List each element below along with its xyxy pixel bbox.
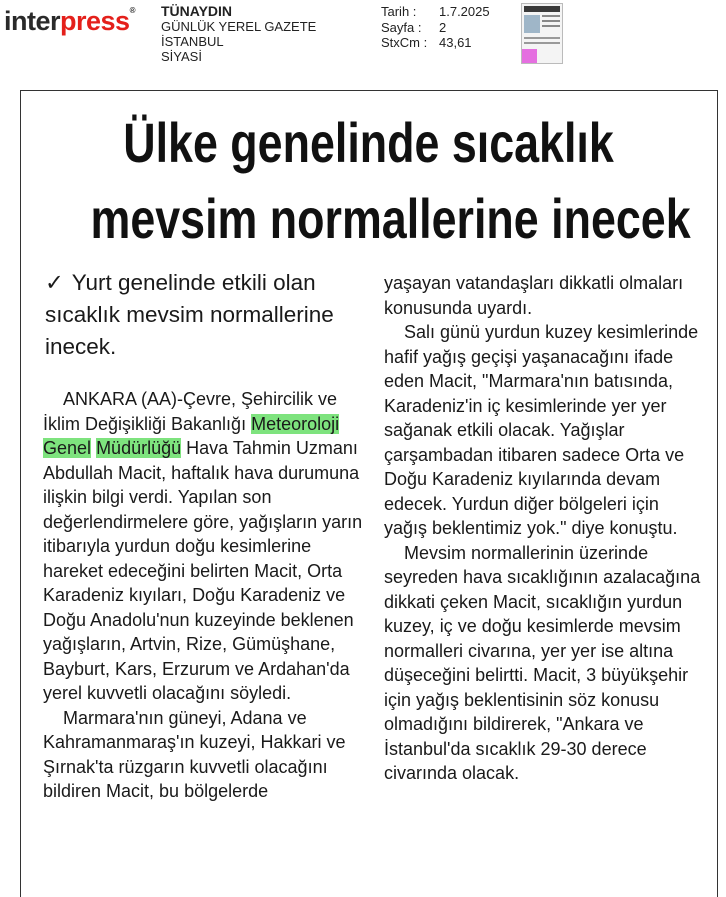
publication-city: İSTANBUL xyxy=(161,34,224,49)
meta-value: 43,61 xyxy=(439,35,472,50)
publication-name: TÜNAYDIN xyxy=(161,3,233,19)
body-text: ANKARA (AA)-Çevre, Şehircilik ve İklim Değişikliği Bakanlığı xyxy=(43,389,338,434)
article-column-2 xyxy=(384,271,706,786)
publication-category: SİYASİ xyxy=(161,49,202,64)
thumbnail-photo xyxy=(524,15,540,33)
thumbnail-line xyxy=(542,15,560,17)
article-spot xyxy=(45,267,363,363)
body-paragraph: Marmara'nın güneyi, Adana ve Kahramanmaraş'ın kuzeyi, Hakkari ve Şırnak'ta rüzgarın kuvvetli olacağını bildiren Macit, bu bölgelerde xyxy=(43,707,346,801)
body-paragraph xyxy=(43,387,365,706)
logo-text-inter: inter xyxy=(4,6,61,36)
article-clipping xyxy=(20,90,718,897)
thumbnail-line xyxy=(524,42,560,44)
page-thumbnail[interactable] xyxy=(521,3,563,64)
headline-line-2: mevsim normallerine inecek xyxy=(90,187,691,250)
highlighted-term: Meteoroloji xyxy=(251,413,340,434)
thumbnail-article-marker xyxy=(522,49,537,63)
thumbnail-line xyxy=(542,20,560,22)
clipping-meta xyxy=(381,4,490,51)
interpress-logo xyxy=(4,6,135,37)
highlighted-term: Müdürlüğü xyxy=(96,438,182,458)
meta-row-stxcm xyxy=(381,35,490,51)
thumbnail-masthead xyxy=(524,6,560,12)
spot-text: Yurt genelinde etkili olan sıcaklık mevsim normallerine inecek. xyxy=(45,270,334,359)
body-text: Hava Tahmin Uzmanı Abdullah Macit, haftalık hava durumuna ilişkin bilgi verdi. Yapılan son değerlendirmelere göre, yağışların yarın itibarıyla yurdun doğu kesimlerine hareket edeceğini belirten Macit, Orta Karadeniz kıyıları, Doğu Karadeniz ve Doğu Anadolu'nun kuzeyinde beklenen yağışların, Artvin, Rize, Gümüşhane, Bayburt, Kars, Erzurum ve Ardahan'da yerel kuvvetli olacağını söyledi. xyxy=(43,438,363,703)
publication-info xyxy=(161,4,316,64)
logo-registered-mark: ® xyxy=(129,6,135,15)
body-paragraph: Salı günü yurdun kuzey kesimlerinde hafif yağış geçişi yaşanacağını ifade eden Macit, "Marmara'nın batısında, Karadeniz'in iç kesimlerinde yer yer sağanak etkili olacak. Yağışlar çarşambadan itibaren sadece Orta ve Doğu Karadeniz kıyılarında devam edecek. Yurdun diğer bölgeleri için yağış beklentimiz yok." diye konuştu. xyxy=(384,322,699,538)
body-paragraph: yaşayan vatandaşları dikkatli olmaları konusunda uyardı. xyxy=(384,273,684,318)
body-paragraph: Mevsim normallerinin üzerinde seyreden hava sıcaklığının azalacağına dikkati çeken Macit, sıcaklığın yurdun kuzey, iç ve doğu kesimlerde mevsim normalleri civarına, yer yer ise altına düşeceğini belirtti. Macit, 3 büyükşehir için yağış beklentisinin söz konusu olmadığını bildirerek, "Ankara ve İstanbul'da sıcaklık 29-30 derece civarında olacak. xyxy=(384,542,701,783)
meta-row-date xyxy=(381,4,490,20)
meta-key: StxCm : xyxy=(381,35,428,50)
check-icon: ✓ xyxy=(45,270,64,295)
thumbnail-line xyxy=(524,37,560,39)
publication-type: GÜNLÜK YEREL GAZETE xyxy=(161,19,317,34)
highlighted-term: Genel xyxy=(43,438,92,458)
clipping-header xyxy=(0,0,726,80)
headline-line-1: Ülke genelinde sıcaklık xyxy=(123,111,614,174)
meta-value: 1.7.2025 xyxy=(439,4,490,19)
article-column-1 xyxy=(43,387,365,804)
meta-row-page xyxy=(381,20,490,36)
article-headline xyxy=(90,105,691,257)
meta-value: 2 xyxy=(439,19,447,35)
thumbnail-line xyxy=(542,25,560,27)
meta-key: Sayfa : xyxy=(381,19,422,35)
logo-text-press: press xyxy=(60,6,130,36)
meta-key: Tarih : xyxy=(381,4,417,19)
